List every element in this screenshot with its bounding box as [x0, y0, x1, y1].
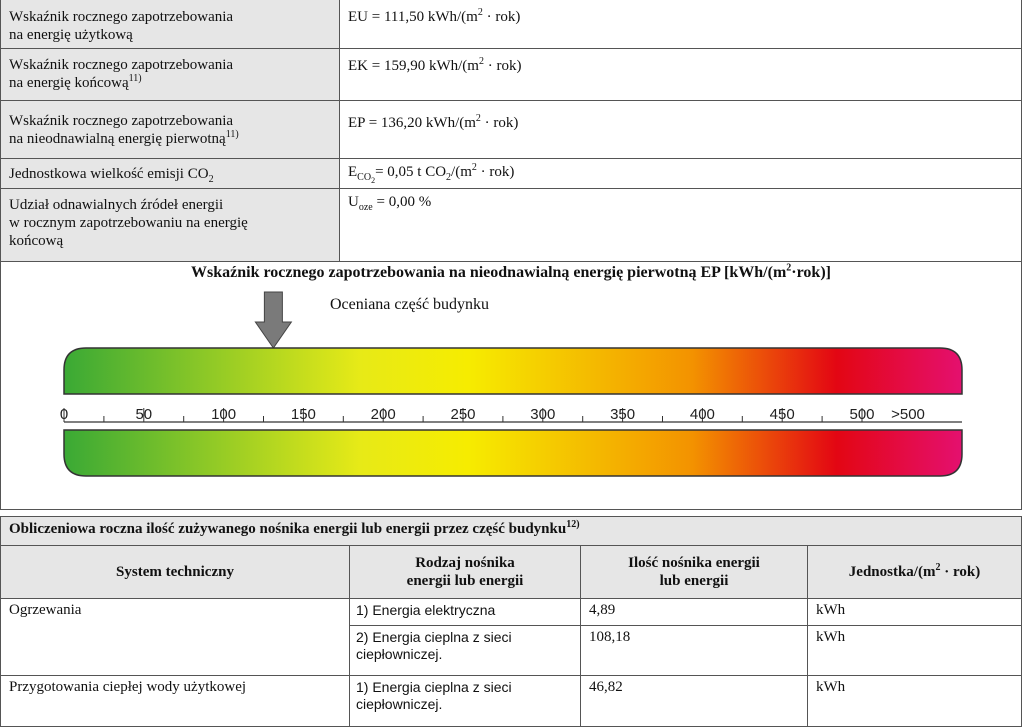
value-text: EK = 159,90 kWh/(m: [348, 58, 479, 74]
scale-tick-label: 400: [689, 406, 715, 423]
scale-tick-label: 150: [290, 406, 316, 423]
header-line: Rodzaj nośnika: [415, 555, 515, 571]
table-row-carrier-type: 1) Energia elektryczna: [349, 598, 581, 626]
carrier-type-line: 2) Energia cieplna z sieci: [356, 629, 512, 645]
carrier-type-line: 1) Energia cieplna z sieci: [356, 679, 512, 695]
header-amount: [580, 545, 808, 599]
indicator-label-line: na energię końcową: [9, 75, 129, 91]
indicator-label-ep: [0, 100, 340, 159]
table-row-system: Ogrzewania: [0, 598, 350, 676]
header-carrier-type: [349, 545, 581, 599]
value-text: = 0,05 t CO: [375, 164, 447, 180]
value-sub: 2: [446, 172, 452, 183]
scale-tick-label: 500: [849, 406, 875, 423]
header-system: System techniczny: [0, 545, 350, 599]
value-tail: · rok): [482, 9, 521, 25]
energy-scale: [0, 262, 1022, 508]
renewable-label: [0, 188, 340, 262]
scale-tick-label: 450: [769, 406, 795, 423]
renewable-label-line: w rocznym zapotrzebowaniu na energię: [9, 215, 248, 231]
header-line: Ilość nośnika energii: [628, 555, 760, 571]
scale-tick-label: >500: [891, 406, 925, 423]
table-row-amount: 4,89: [580, 598, 808, 626]
value-text: EU = 111,50 kWh/(m: [348, 9, 478, 25]
scale-tick-label: 100: [211, 406, 237, 423]
header-line: energii lub energii: [406, 573, 524, 589]
scale-tick-label: 50: [135, 406, 153, 423]
renewable-value: [339, 188, 1022, 262]
table-row-unit: kWh: [807, 675, 1022, 727]
table-row-carrier-type: [349, 675, 581, 727]
emission-label-sub: 2: [208, 174, 214, 185]
scale-bar-upper: [64, 348, 962, 394]
emission-label-text: Jednostkowa wielkość emisji CO: [9, 166, 209, 182]
indicator-label-line: Wskaźnik rocznego zapotrzebowania: [9, 57, 234, 73]
emission-value: [339, 158, 1022, 189]
header-unit-sup: 2: [935, 562, 941, 573]
scale-tick-label: 300: [530, 406, 556, 423]
carriers-title-text: Obliczeniowa roczna ilość zużywanego nośnika energii lub energii przez część budynku: [9, 521, 567, 537]
marker-label: Oceniana część budynku: [330, 296, 490, 313]
table-row-unit: kWh: [807, 625, 1022, 676]
carrier-type-line: ciepłowniczej.: [356, 696, 443, 712]
indicator-label-eu: [0, 0, 340, 49]
footnote-ref: 11): [225, 129, 239, 140]
header-unit-text: Jednostka/(m: [848, 564, 936, 580]
indicator-label-line: Wskaźnik rocznego zapotrzebowania: [9, 9, 234, 25]
emission-label: [0, 158, 340, 189]
value-text: E: [348, 164, 358, 180]
header-unit-tail: · rok): [940, 564, 981, 580]
value-text: /(m: [451, 164, 472, 180]
indicator-label-line: na nieodnawialną energię pierwotną: [9, 131, 226, 147]
header-line: lub energii: [659, 573, 729, 589]
marker-arrow: [255, 292, 291, 348]
scale-tick-label: 350: [610, 406, 636, 423]
value-text: U: [348, 194, 359, 210]
indicator-value-ep: [339, 100, 1022, 159]
indicator-label-line: Wskaźnik rocznego zapotrzebowania: [9, 113, 234, 129]
footnote-ref: 12): [566, 519, 580, 530]
value-sub: oze: [358, 202, 373, 213]
scale-title-text: Wskaźnik rocznego zapotrzebowania na nieodnawialną energię pierwotną EP [kWh/(m: [191, 264, 787, 281]
value-sup: 2: [477, 7, 483, 18]
value-sup: 2: [475, 113, 481, 124]
table-row-amount: 46,82: [580, 675, 808, 727]
scale-title-tail: ·rok)]: [791, 264, 831, 281]
value-text: = 0,00 %: [372, 194, 432, 210]
value-tail: · rok): [480, 115, 519, 131]
value-text: EP = 136,20 kWh/(m: [348, 115, 476, 131]
scale-bar-lower: [64, 430, 962, 476]
indicator-value-ek: [339, 48, 1022, 101]
carriers-title: [0, 516, 1022, 546]
indicator-label-ek: [0, 48, 340, 101]
header-unit: [807, 545, 1022, 599]
scale-axis: [60, 406, 962, 423]
value-sup: 2: [478, 56, 484, 67]
scale-tick-label: 0: [59, 406, 69, 423]
table-row-carrier-type: [349, 625, 581, 676]
indicator-value-eu: [339, 0, 1022, 49]
renewable-label-line: końcową: [9, 233, 64, 249]
table-row-amount: 108,18: [580, 625, 808, 676]
indicator-label-line: na energię użytkową: [9, 27, 133, 43]
scale-tick-label: 200: [370, 406, 396, 423]
value-sup: 2: [471, 162, 477, 173]
footnote-ref: 11): [128, 73, 142, 84]
carrier-type-line: ciepłowniczej.: [356, 646, 443, 662]
value-sub: 2: [371, 176, 376, 185]
renewable-label-line: Udział odnawialnych źródeł energii: [9, 197, 224, 213]
table-row-system: Przygotowania ciepłej wody użytkowej: [0, 675, 350, 727]
value-tail: · rok): [483, 58, 522, 74]
scale-title-sup: 2: [786, 262, 792, 274]
value-tail: · rok): [476, 164, 515, 180]
scale-tick-label: 250: [450, 406, 476, 423]
table-row-unit: kWh: [807, 598, 1022, 626]
value-sub: CO: [357, 172, 372, 183]
